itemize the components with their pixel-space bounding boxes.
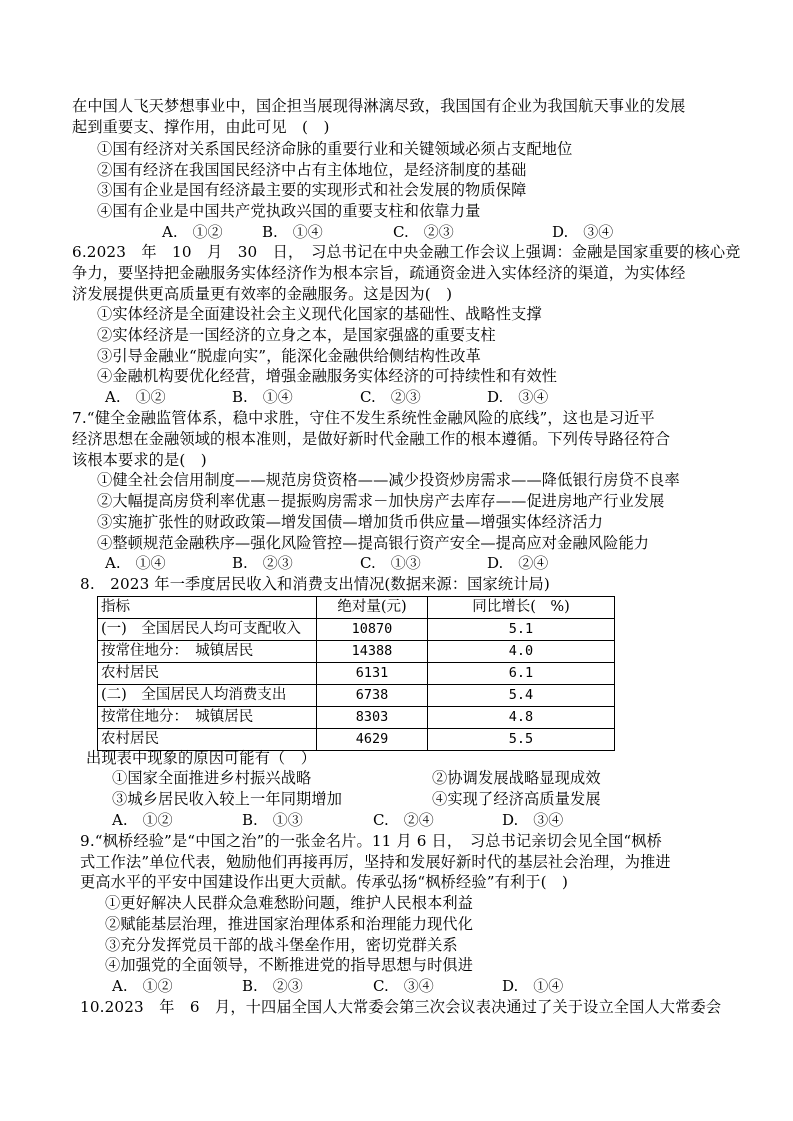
table-cell-growth: 6.1 [428,663,615,685]
table-cell-amount: 14388 [317,641,428,663]
q9-stem-line-2: 式工作法”单位代表，勉励他们再接再厉，坚持和发展好新时代的基层社会治理，为推进 [80,853,671,871]
table-cell-growth: 4.8 [428,707,615,729]
table-header-cell: 绝对量(元) [317,597,428,619]
q9-option-d[interactable]: D. ①④ [502,977,564,995]
q7-stem-line-3: 该根本要求的是( ) [72,451,207,469]
q10-stem-line-1: 10.2023 年 6 月，十四届全国人大常委会第三次会议表决通过了关于设立全国人大常委会 [80,998,722,1016]
q6-option-c[interactable]: C. ②③ [360,388,421,406]
table-cell-indicator: 按常住地分： 城镇居民 [98,707,317,729]
table-cell-indicator: 按常住地分： 城镇居民 [98,641,317,663]
table-cell-indicator: (一) 全国居民人均可支配收入 [98,619,317,641]
table-header-cell: 同比增长( %) [428,597,615,619]
q5-option-a[interactable]: A. ①② [162,223,223,241]
q7-item-3: ③实施扩张性的财政政策—增发国债—增加货币供应量—增强实体经济活力 [97,513,604,531]
q9-option-b[interactable]: B. ②③ [242,977,303,995]
q8-item-1: ①国家全面推进乡村振兴战略 [112,769,312,787]
q5-option-d[interactable]: D. ③④ [552,223,614,241]
table-header-row [98,597,615,619]
q6-option-b[interactable]: B. ①④ [232,388,293,406]
q7-stem-line-1: 7.“健全金融监管体系，稳中求胜，守住不发生系统性金融风险的底线”，这也是习近平 [72,409,655,427]
table-cell-growth: 5.5 [428,729,615,751]
table-cell-growth: 5.4 [428,685,615,707]
q6-item-3: ③引导金融业“脱虚向实”，能深化金融供给侧结构性改革 [97,347,481,365]
q8-item-4: ④实现了经济高质量发展 [432,790,601,808]
income-consumption-table [97,596,615,751]
table-cell-amount: 4629 [317,729,428,751]
q6-stem-line-3: 济发展提供更高质量更有效率的金融服务。这是因为( ) [72,285,453,303]
q5-stem-line-1: 在中国人飞天梦想事业中，国企担当展现得淋漓尽致，我国国有企业为我国航天事业的发展 [72,97,686,115]
q5-option-b[interactable]: B. ①④ [262,223,323,241]
q8-option-d[interactable]: D. ③④ [502,811,564,829]
q9-option-a[interactable]: A. ①② [112,977,173,995]
q9-option-c[interactable]: C. ③④ [373,977,434,995]
q7-option-a[interactable]: A. ①④ [105,554,166,572]
q9-item-1: ①更好解决人民群众急难愁盼问题，维护人民根本利益 [105,894,474,912]
q7-stem-line-2: 经济思想在金融领域的根本准则，是做好新时代金融工作的根本遵循。下列传导路径符合 [72,430,671,448]
table-row [98,641,615,663]
q9-item-3: ③充分发挥党员干部的战斗堡垒作用，密切党群关系 [105,936,458,954]
q7-item-1: ①健全社会信用制度——规范房贷资格——减少投资炒房需求——降低银行房贷不良率 [97,471,680,489]
q5-item-2: ②国有经济在我国国民经济中占有主体地位，是经济制度的基础 [97,161,527,179]
q7-item-2: ②大幅提高房贷利率优惠－提振购房需求－加快房产去库存——促进房地产行业发展 [97,492,665,510]
q6-stem-line-2: 争力，要坚持把金融服务实体经济作为根本宗旨，疏通资金进入实体经济的渠道，为实体经 [72,264,686,282]
q8-option-a[interactable]: A. ①② [112,811,173,829]
table-cell-indicator: (二) 全国居民人均消费支出 [98,685,317,707]
q5-option-c[interactable]: C. ②③ [393,223,454,241]
q7-item-4: ④整顿规范金融秩序—强化风险管控—提高银行资产安全—提高应对金融风险能力 [97,534,650,552]
table-cell-growth: 4.0 [428,641,615,663]
q9-item-2: ②赋能基层治理，推进国家治理体系和治理能力现代化 [105,915,474,933]
q7-option-c[interactable]: C. ①③ [360,554,421,572]
q6-item-4: ④金融机构要优化经营，增强金融服务实体经济的可持续性和有效性 [97,367,558,385]
table-cell-indicator: 农村居民 [98,663,317,685]
q6-option-a[interactable]: A. ①② [105,388,166,406]
q7-option-d[interactable]: D. ②④ [487,554,549,572]
q8-option-c[interactable]: C. ②④ [373,811,434,829]
q6-stem-line-1: 6.2023 年 10 月 30 日， 习总书记在中央金融工作会议上强调：金融是国家重要的核心竞 [72,243,741,261]
table-row [98,707,615,729]
table-row [98,619,615,641]
q8-item-2: ②协调发展战略显现成效 [432,769,601,787]
table-row [98,685,615,707]
table-cell-amount: 8303 [317,707,428,729]
table-cell-amount: 6738 [317,685,428,707]
table-cell-indicator: 农村居民 [98,729,317,751]
q5-stem-line-2: 起到重要支、撑作用，由此可见 ( ) [72,118,330,136]
q8-item-3: ③城乡居民收入较上一年同期增加 [112,790,343,808]
q5-item-1: ①国有经济对关系国民经济命脉的重要行业和关键领域必须占支配地位 [97,140,573,158]
table-cell-amount: 10870 [317,619,428,641]
q6-item-2: ②实体经济是一国经济的立身之本，是国家强盛的重要支柱 [97,326,496,344]
q6-item-1: ①实体经济是全面建设社会主义现代化国家的基础性、战略性支撑 [97,305,542,323]
q9-stem-line-3: 更高水平的平安中国建设作出更大贡献。传承弘扬“枫桥经验”有利于( ) [80,873,569,891]
q8-question: 出现表中现象的原因可能有（ ） [86,749,317,767]
q9-item-4: ④加强党的全面领导，不断推进党的指导思想与时俱进 [105,956,474,974]
table-row [98,663,615,685]
q5-item-3: ③国有企业是国有经济最主要的实现形式和社会发展的物质保障 [97,181,527,199]
q7-option-b[interactable]: B. ②③ [232,554,293,572]
table-cell-growth: 5.1 [428,619,615,641]
table-header-cell: 指标 [98,597,317,619]
q8-option-b[interactable]: B. ①③ [242,811,303,829]
q8-title: 8. 2023 年一季度居民收入和消费支出情况(数据来源：国家统计局) [80,575,550,593]
table-cell-amount: 6131 [317,663,428,685]
q9-stem-line-1: 9.“枫桥经验”是“中国之治”的一张金名片。11 月 6 日， 习总书记亲切会见全国“枫桥 [80,832,662,850]
q5-item-4: ④国有企业是中国共产党执政兴国的重要支柱和依靠力量 [97,202,481,220]
q6-option-d[interactable]: D. ③④ [487,388,549,406]
